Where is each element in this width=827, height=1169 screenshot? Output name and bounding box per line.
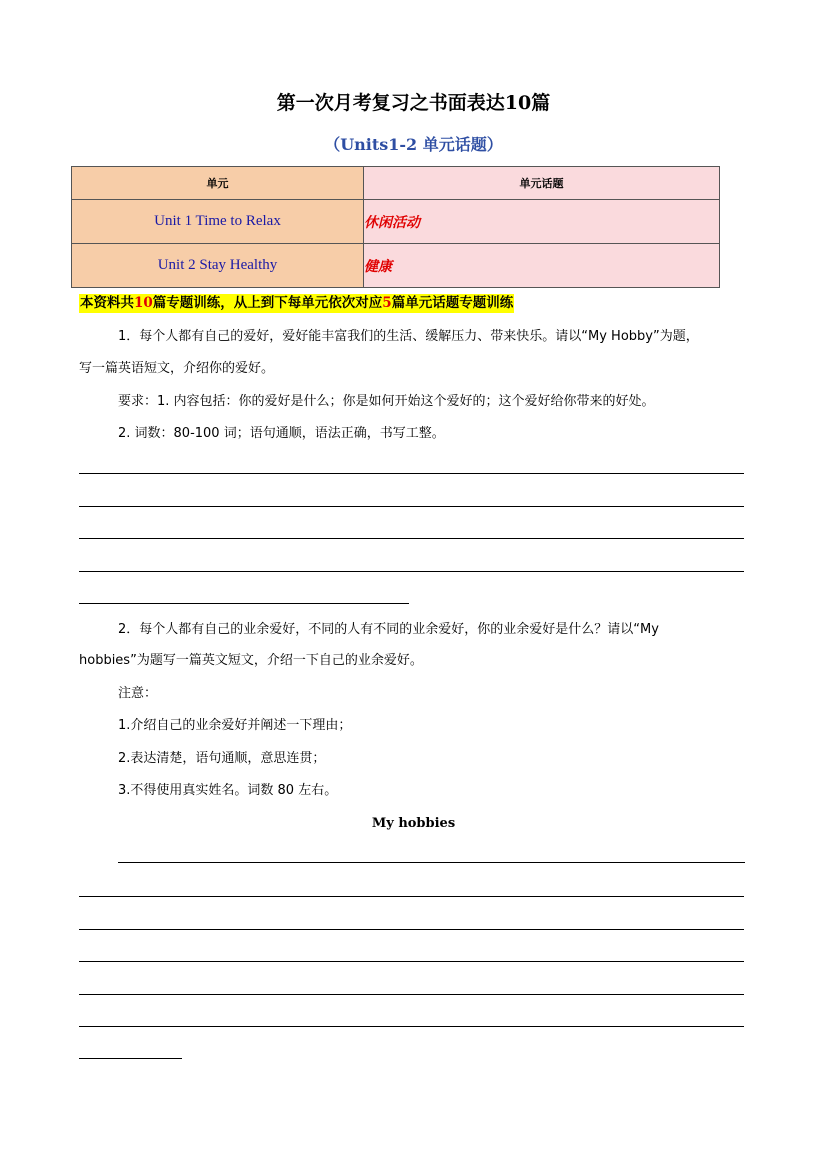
- answer-line[interactable]: [79, 571, 744, 572]
- unit-cell: Unit 2 Stay Healthy: [72, 244, 364, 288]
- notice-count: 5: [382, 295, 392, 311]
- page-title: 第一次月考复习之书面表达10篇: [276, 92, 551, 114]
- topic-cell: 休闲活动: [364, 200, 720, 244]
- answer-line[interactable]: [79, 961, 744, 962]
- notice-text: 篇单元话题专题训练: [391, 295, 514, 311]
- q1-prompt-line1: 1．每个人都有自己的爱好，爱好能丰富我们的生活、缓解压力、带来快乐。请以“My Hobby”为题，: [118, 329, 699, 344]
- page-subtitle: （Units1-2 单元话题）: [324, 135, 503, 154]
- answer-line[interactable]: [79, 1026, 744, 1027]
- notice-text: 篇专题训练，从上到下每单元依次对应: [152, 295, 383, 311]
- notice-count: 10: [134, 295, 153, 311]
- q2-prompt-line2: hobbies”为题写一篇英文短文，介绍一下自己的业余爱好。: [79, 653, 423, 668]
- q2-note-label: 注意：: [118, 686, 158, 701]
- answer-line[interactable]: [79, 506, 744, 507]
- q2-note-3: 3.不得使用真实姓名。词数 80 左右。: [118, 783, 338, 798]
- header-unit: 单元: [72, 167, 364, 200]
- unit-topic-table: [71, 166, 720, 288]
- answer-line[interactable]: [79, 473, 744, 474]
- table-row: [72, 200, 720, 244]
- q1-prompt-line2: 写一篇英语短文，介绍你的爱好。: [79, 361, 275, 376]
- highlight-notice: [79, 294, 514, 313]
- answer-line[interactable]: [79, 538, 744, 539]
- topic-cell: 健康: [364, 244, 720, 288]
- answer-line[interactable]: [79, 1058, 182, 1059]
- answer-line[interactable]: [118, 862, 745, 863]
- q2-prompt-line1: 2．每个人都有自己的业余爱好，不同的人有不同的业余爱好，你的业余爱好是什么？请以“My: [118, 622, 659, 637]
- table-row: [72, 244, 720, 288]
- answer-line[interactable]: [79, 896, 744, 897]
- header-topic: 单元话题: [364, 167, 720, 200]
- essay-title: My hobbies: [371, 816, 456, 831]
- q1-requirement-2: 2. 词数：80-100 词；语句通顺，语法正确，书写工整。: [118, 426, 445, 441]
- answer-line[interactable]: [79, 603, 409, 604]
- table-header-row: [72, 167, 720, 200]
- q1-requirement-1: 要求：1. 内容包括：你的爱好是什么；你是如何开始这个爱好的；这个爱好给你带来的好处。: [118, 394, 655, 409]
- notice-text: 本资料共: [80, 295, 134, 311]
- answer-line[interactable]: [79, 994, 744, 995]
- q2-note-1: 1.介绍自己的业余爱好并阐述一下理由；: [118, 718, 352, 733]
- q2-note-2: 2.表达清楚，语句通顺，意思连贯；: [118, 751, 326, 766]
- unit-cell: Unit 1 Time to Relax: [72, 200, 364, 244]
- answer-line[interactable]: [79, 929, 744, 930]
